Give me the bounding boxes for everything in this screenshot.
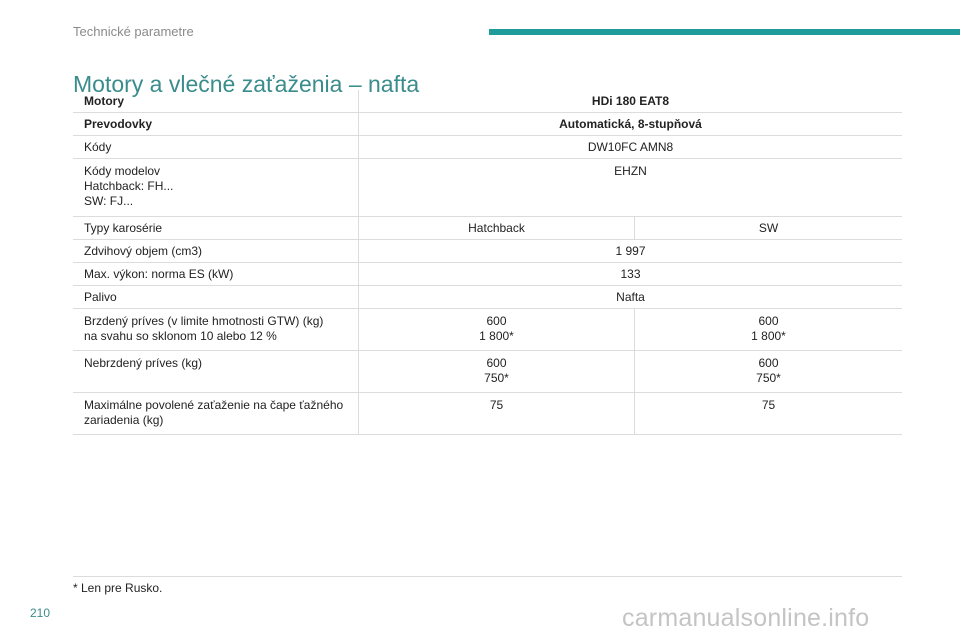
row-value-displacement: 1 997 (359, 240, 903, 263)
header-accent-bar (489, 29, 960, 35)
row-label-gearboxes: Prevodovky (73, 113, 359, 136)
row-label-fuel: Palivo (73, 286, 359, 309)
row-label-unbraked-trailer: Nebrzdený príves (kg) (73, 351, 359, 393)
footnote-divider (73, 576, 902, 577)
table-row (73, 351, 902, 393)
row-value-braked-sw: 600 1 800* (635, 309, 903, 351)
row-value-model-codes: EHZN (359, 159, 903, 217)
table-row (73, 263, 902, 286)
table-row (73, 286, 902, 309)
row-value-codes: DW10FC AMN8 (359, 136, 903, 159)
table-row (73, 159, 902, 217)
table-row (73, 113, 902, 136)
table-row (73, 217, 902, 240)
table-row (73, 136, 902, 159)
page-title: Motory a vlečné zaťaženia – nafta (73, 71, 420, 98)
row-value-fuel: Nafta (359, 286, 903, 309)
row-label-max-power: Max. výkon: norma ES (kW) (73, 263, 359, 286)
row-value-hatchback: Hatchback (359, 217, 635, 240)
row-value-towball-sw: 75 (635, 393, 903, 435)
row-label-codes: Kódy (73, 136, 359, 159)
row-value-gearboxes: Automatická, 8-stupňová (359, 113, 903, 136)
watermark: carmanualsonline.info (622, 604, 870, 632)
row-label-braked-trailer: Brzdený príves (v limite hmotnosti GTW) (kg) na svahu so sklonom 10 alebo 12 % (73, 309, 359, 351)
row-value-sw: SW (635, 217, 903, 240)
row-value-max-power: 133 (359, 263, 903, 286)
page-number: 210 (30, 606, 51, 620)
row-value-unbraked-hatchback: 600 750* (359, 351, 635, 393)
table-row (73, 90, 902, 113)
row-label-model-codes: Kódy modelov Hatchback: FH... SW: FJ... (73, 159, 359, 217)
table-row (73, 393, 902, 435)
row-value-engines: HDi 180 EAT8 (359, 90, 903, 113)
table-row (73, 240, 902, 263)
row-value-unbraked-sw: 600 750* (635, 351, 903, 393)
row-label-towball-load: Maximálne povolené zaťaženie na čape ťažného zariadenia (kg) (73, 393, 359, 435)
footnote: * Len pre Rusko. (73, 581, 163, 595)
section-label: Technické parametre (73, 24, 194, 39)
spec-table (73, 90, 902, 435)
row-label-displacement: Zdvihový objem (cm3) (73, 240, 359, 263)
row-label-engines: Motory (73, 90, 359, 113)
table-row (73, 309, 902, 351)
row-value-braked-hatchback: 600 1 800* (359, 309, 635, 351)
row-value-towball-hatchback: 75 (359, 393, 635, 435)
row-label-body-types: Typy karosérie (73, 217, 359, 240)
